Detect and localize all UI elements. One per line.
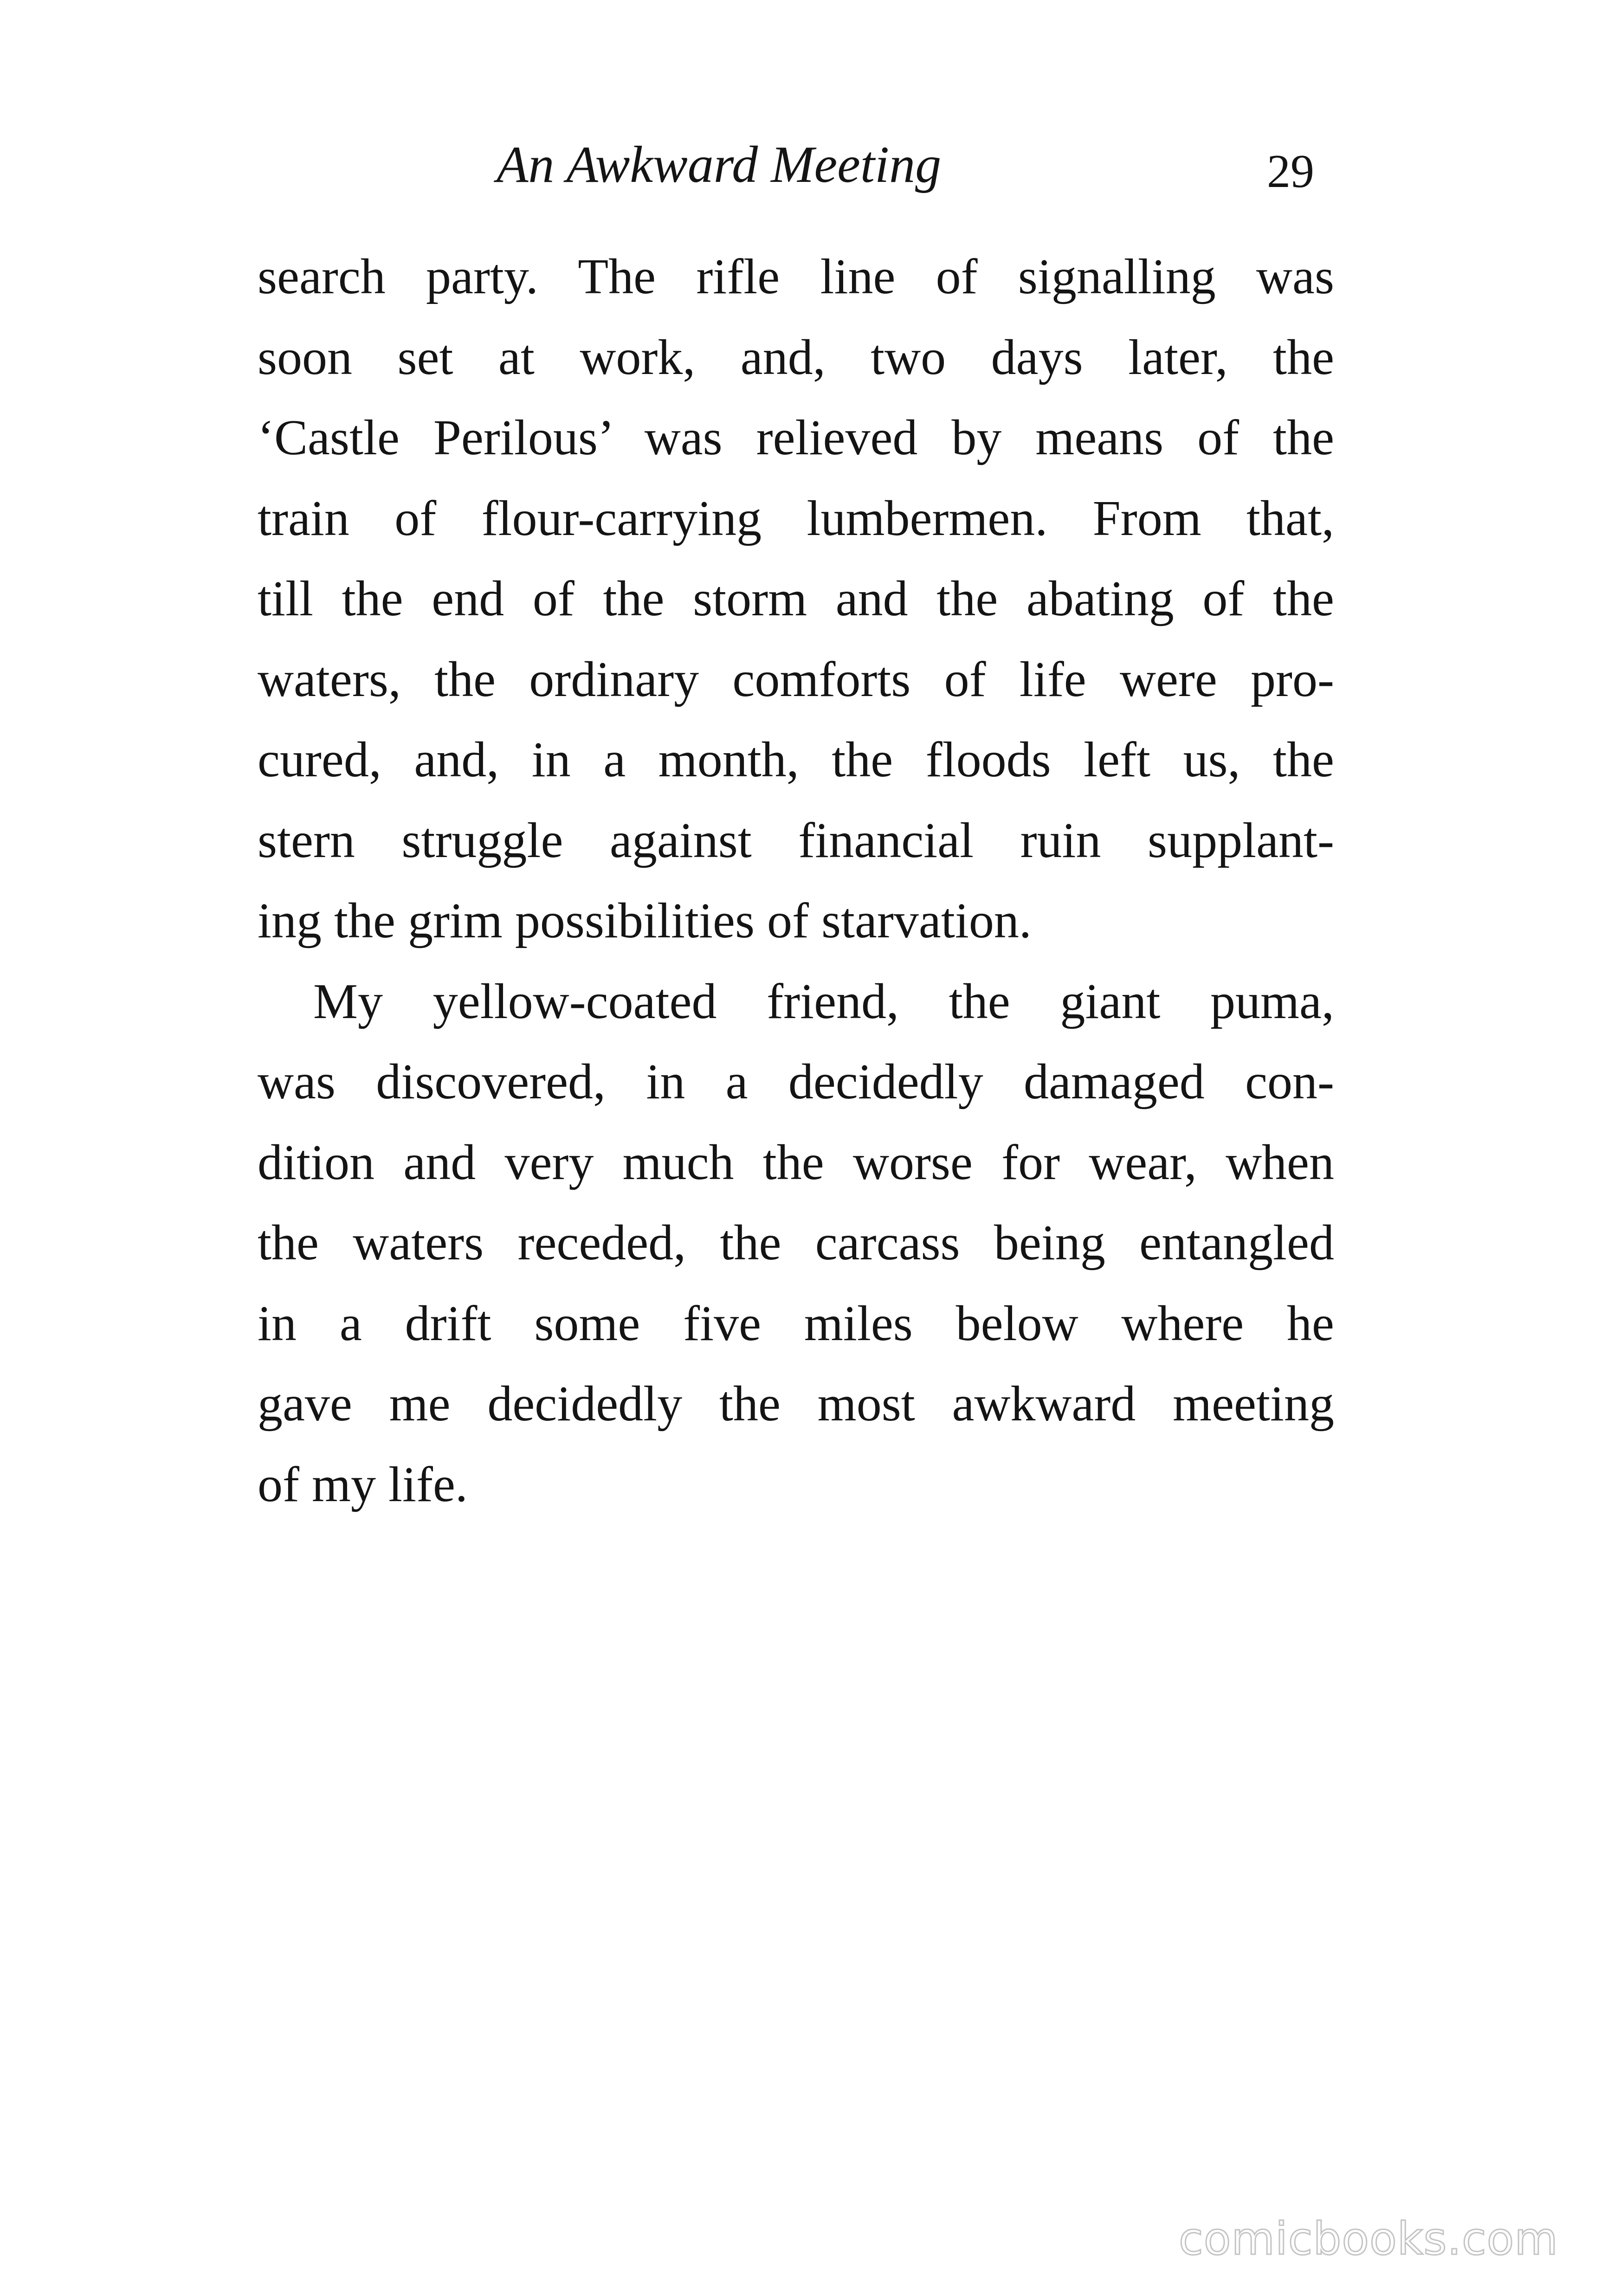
text-line: My yellow-coated friend, the giant puma, [313,974,1334,1029]
text-line: till the end of the storm and the abating of the [258,571,1334,626]
paragraph-1 [258,237,1334,961]
text-line: was discovered, in a decidedly damaged con- [258,1054,1334,1109]
running-title: An Awkward Meeting [497,136,942,193]
text-line: cured, and, in a month, the floods left us, the [258,732,1334,787]
body-text [258,237,1334,1525]
text-line: train of flour-carrying lumbermen. From that, [258,490,1334,546]
page-number: 29 [1267,145,1314,198]
text-line: the waters receded, the carcass being entangled [258,1215,1334,1271]
text-line: soon set at work, and, two days later, the [258,329,1334,385]
text-line: in a drift some five miles below where he [258,1296,1334,1351]
text-line: of my life. [258,1457,468,1512]
text-line: gave me decidedly the most awkward meeting [258,1376,1334,1432]
text-line: search party. The rifle line of signalling was [258,249,1334,304]
text-line: waters, the ordinary comforts of life were pro- [258,651,1334,707]
watermark: comicbooks.com [1179,2213,1559,2265]
text-line: dition and very much the worse for wear, when [258,1135,1334,1190]
text-line: ‘Castle Perilous’ was relieved by means of the [258,410,1334,465]
text-line: stern struggle against financial ruin supplant- [258,813,1334,868]
text-line: ing the grim possibilities of starvation. [258,893,1032,948]
paragraph-2 [258,961,1334,1525]
